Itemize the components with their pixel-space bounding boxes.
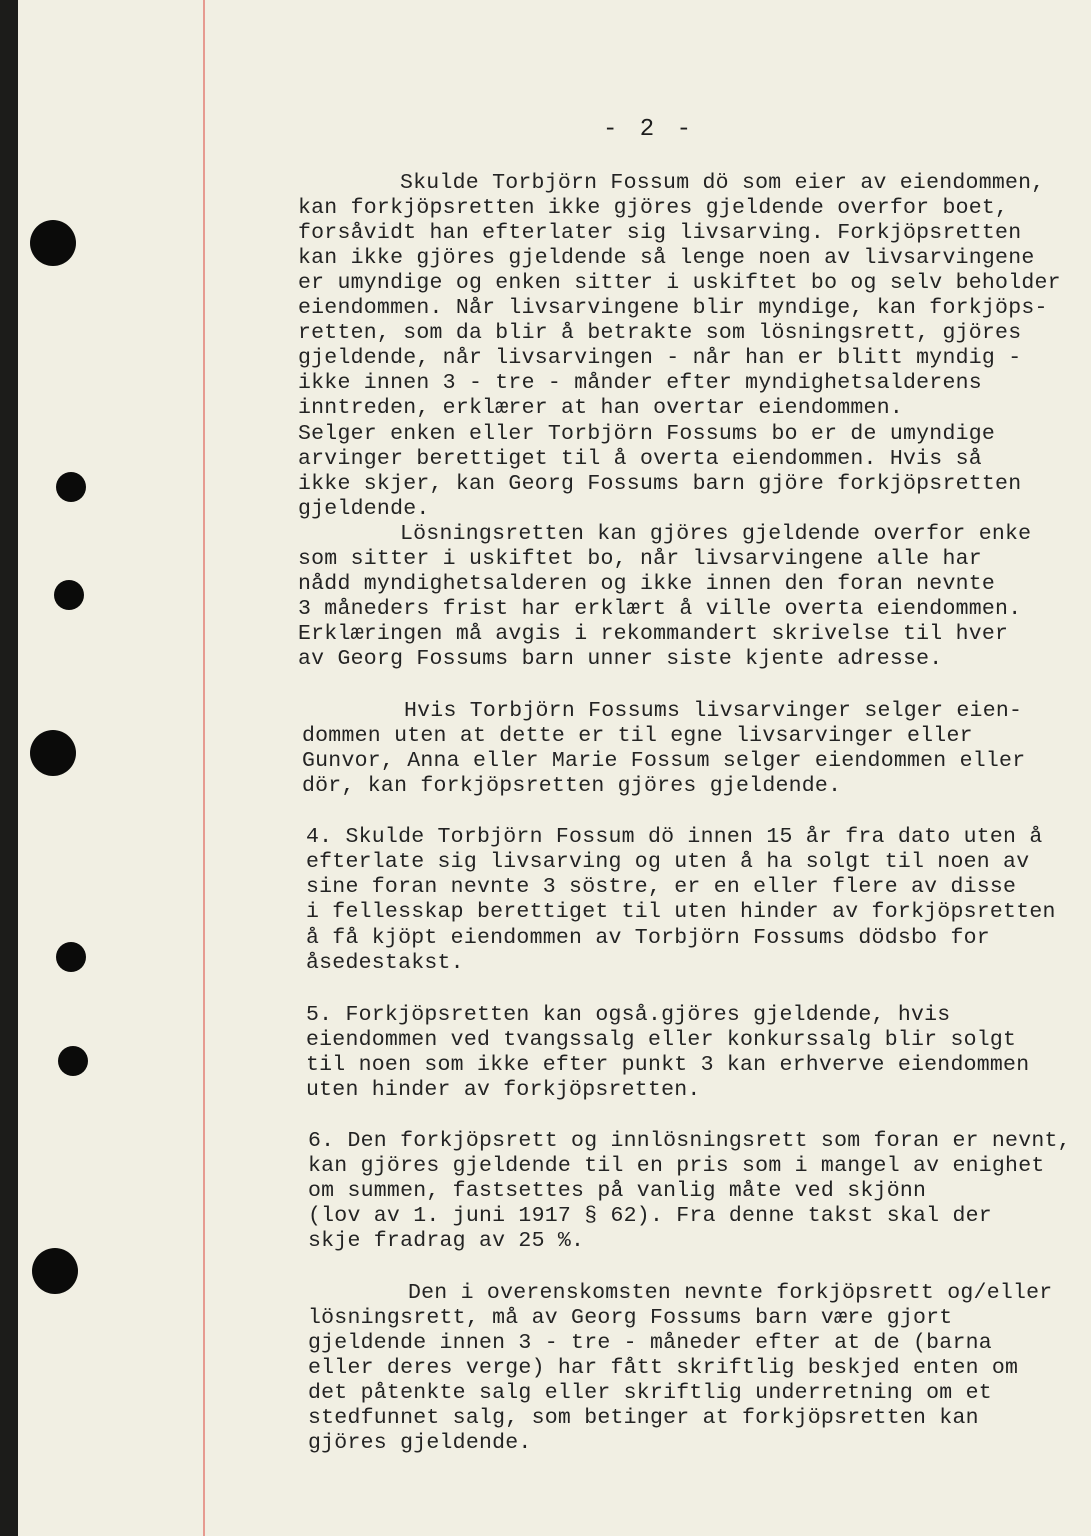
punch-hole <box>58 1046 88 1076</box>
text-line: eiendommen ved tvangssalg eller konkurssalg blir solgt <box>306 1028 1017 1052</box>
text-line: å få kjöpt eiendommen av Torbjörn Fossums dödsbo for <box>306 926 990 950</box>
text-line: eller deres verge) har fått skriftlig beskjed enten om <box>308 1356 1019 1380</box>
punch-hole <box>54 580 84 610</box>
text-line: Hvis Torbjörn Fossums livsarvinger selger eien- <box>404 699 1023 723</box>
text-line: i fellesskap berettiget til uten hinder av forkjöpsretten <box>306 900 1056 924</box>
text-line: nådd myndighetsalderen og ikke innen den foran nevnte <box>298 572 996 596</box>
punch-hole <box>56 472 86 502</box>
text-line: Lösningsretten kan gjöres gjeldende overfor enke <box>400 522 1032 546</box>
text-line: åsedestakst. <box>306 951 464 975</box>
text-line: er umyndige og enken sitter i uskiftet bo og selv beholder <box>298 271 1061 295</box>
text-line: gjeldende innen 3 - tre - måneder efter at de (barna <box>308 1331 992 1355</box>
text-line: gjeldende. <box>298 497 430 521</box>
text-line: kan forkjöpsretten ikke gjöres gjeldende overfor boet, <box>298 196 1009 220</box>
text-line: til noen som ikke efter punkt 3 kan erhverve eiendommen <box>306 1053 1030 1077</box>
text-line: inntreden, erklærer at han overtar eiendommen. <box>298 396 903 420</box>
text-line: retten, som da blir å betrakte som lösningsrett, gjöres <box>298 321 1022 345</box>
text-line: (lov av 1. juni 1917 § 62). Fra denne takst skal der <box>308 1204 992 1228</box>
text-line: av Georg Fossums barn unner siste kjente adresse. <box>298 647 943 671</box>
text-line: om summen, fastsettes på vanlig måte ved skjönn <box>308 1179 927 1203</box>
text-line: dör, kan forkjöpsretten gjöres gjeldende. <box>302 774 842 798</box>
text-line: kan ikke gjöres gjeldende så lenge noen av livsarvingene <box>298 246 1035 270</box>
punch-hole <box>30 220 76 266</box>
punch-hole <box>30 730 76 776</box>
text-line: forsåvidt han efterlater sig livsarving. Forkjöpsretten <box>298 221 1022 245</box>
text-line: Skulde Torbjörn Fossum dö som eier av eiendommen, <box>400 171 1045 195</box>
text-line: skje fradrag av 25 %. <box>308 1229 585 1253</box>
text-line: stedfunnet salg, som betinger at forkjöpsretten kan <box>308 1406 979 1430</box>
text-line: eiendommen. Når livsarvingene blir myndige, kan forkjöps- <box>298 296 1048 320</box>
text-line: dommen uten at dette er til egne livsarvinger eller <box>302 724 973 748</box>
text-line: arvinger berettiget til å overta eiendommen. Hvis så <box>298 447 982 471</box>
punch-hole <box>56 942 86 972</box>
text-line: 3 måneders frist har erklært å ville overta eiendommen. <box>298 597 1022 621</box>
text-line: lösningsrett, må av Georg Fossums barn være gjort <box>308 1306 953 1330</box>
text-line: sine foran nevnte 3 söstre, er en eller flere av disse <box>306 875 1017 899</box>
page-number: - 2 - <box>603 116 696 143</box>
text-line: kan gjöres gjeldende til en pris som i mangel av enighet <box>308 1154 1045 1178</box>
text-line: gjöres gjeldende. <box>308 1431 532 1455</box>
text-line: det påtenkte salg eller skriftlig underretning om et <box>308 1381 992 1405</box>
text-line: ikke innen 3 - tre - månder efter myndighetsalderens <box>298 371 982 395</box>
text-line: Gunvor, Anna eller Marie Fossum selger eiendommen eller <box>302 749 1026 773</box>
text-line: 5. Forkjöpsretten kan også.gjöres gjeldende, hvis <box>306 1003 951 1027</box>
text-line: ikke skjer, kan Georg Fossums barn gjöre forkjöpsretten <box>298 472 1022 496</box>
text-line: Den i overenskomsten nevnte forkjöpsrett og/eller <box>408 1281 1053 1305</box>
text-line: uten hinder av forkjöpsretten. <box>306 1078 701 1102</box>
text-line: som sitter i uskiftet bo, når livsarvingene alle har <box>298 547 982 571</box>
text-line: 6. Den forkjöpsrett og innlösningsrett som foran er nevnt, <box>308 1129 1071 1153</box>
text-line: 4. Skulde Torbjörn Fossum dö innen 15 år fra dato uten å <box>306 825 1043 849</box>
text-line: gjeldende, når livsarvingen - når han er blitt myndig - <box>298 346 1022 370</box>
text-line: efterlate sig livsarving og uten å ha solgt til noen av <box>306 850 1030 874</box>
document-page <box>18 0 1091 1536</box>
punch-hole <box>32 1248 78 1294</box>
text-line: Selger enken eller Torbjörn Fossums bo er de umyndige <box>298 422 996 446</box>
margin-rule <box>203 0 205 1536</box>
text-line: Erklæringen må avgis i rekommandert skrivelse til hver <box>298 622 1009 646</box>
